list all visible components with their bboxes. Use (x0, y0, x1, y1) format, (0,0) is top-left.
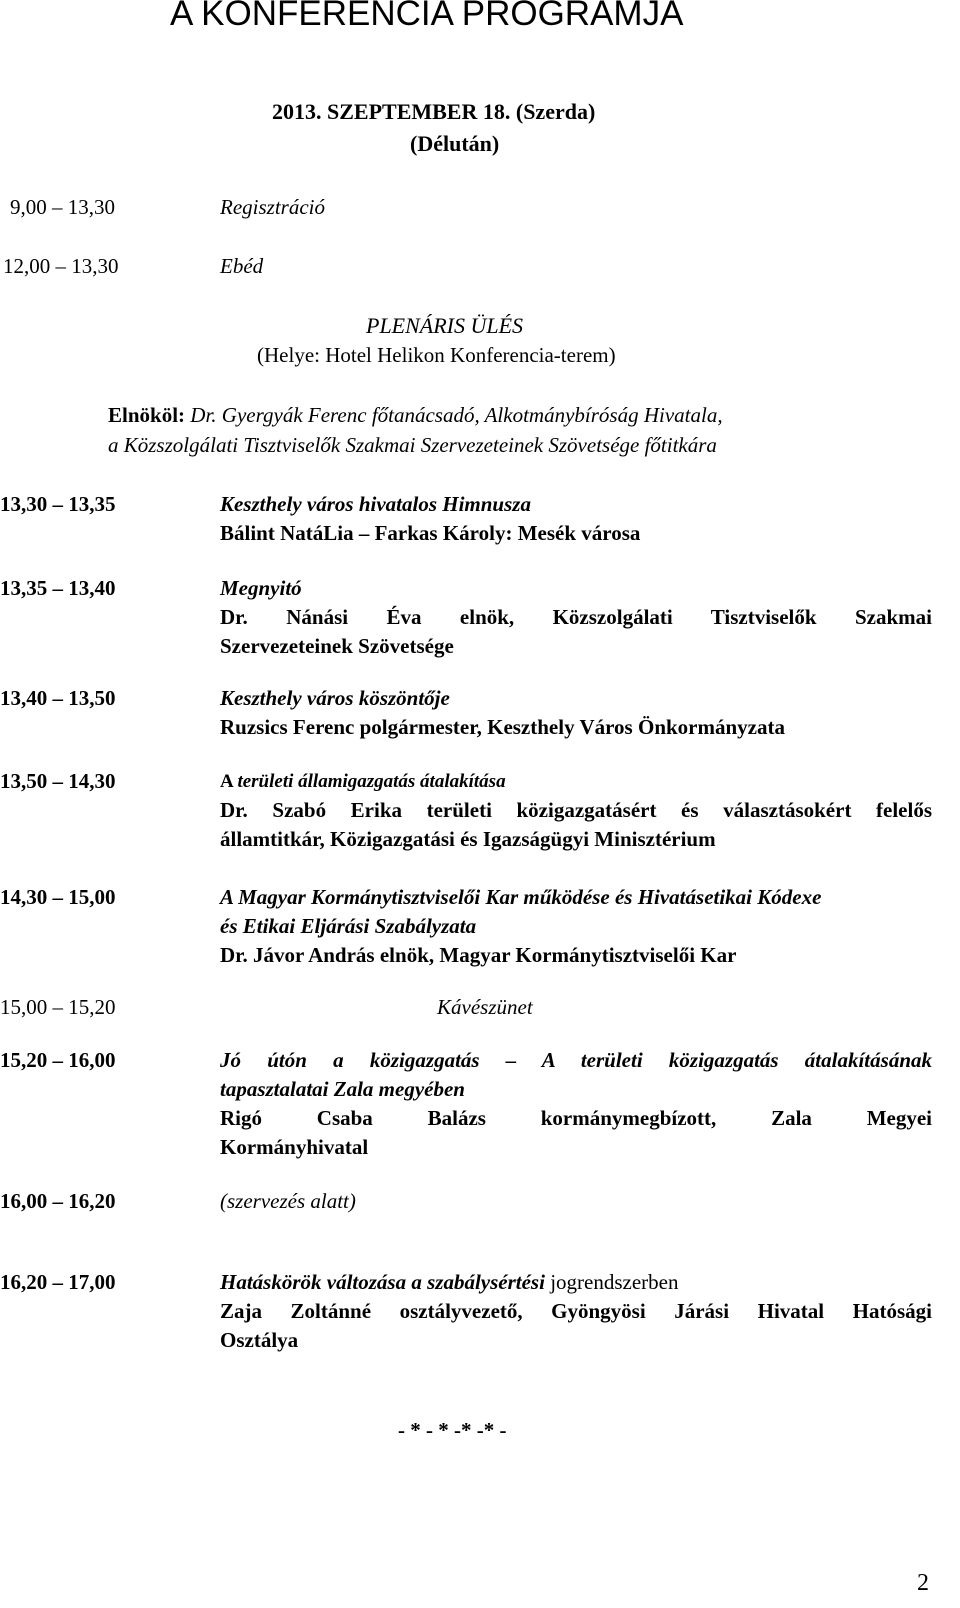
registration-label: Regisztráció (220, 195, 325, 219)
session-time: 16,20 – 17,00 (0, 1270, 116, 1294)
registration-time: 9,00 – 13,30 (10, 195, 115, 219)
session-speaker: Dr. Nánási Éva elnök, Közszolgálati Tisztviselők Szakmai (220, 605, 932, 629)
session-time: 16,00 – 16,20 (0, 1189, 116, 1213)
session-topic: Megnyitó (220, 576, 302, 600)
date-line: 2013. SZEPTEMBER 18. (Szerda) (272, 99, 596, 124)
session-speaker: Zaja Zoltánné osztályvezető, Gyöngyösi Járási Hivatal Hatósági (220, 1299, 932, 1323)
date-subtitle: (Délután) (410, 131, 500, 156)
page-title: A KONFERENCIA PROGRAMJA (170, 0, 684, 33)
chair-label: Elnököl: (108, 403, 186, 427)
session-speaker-cont: Szervezeteinek Szövetsége (220, 634, 454, 658)
chair-line-1 (108, 403, 723, 428)
session-speaker-cont: államtitkár, Közigazgatási és Igazságügyi Minisztérium (220, 827, 716, 851)
session-speaker: Rigó Csaba Balázs kormánymegbízott, Zala Megyei (220, 1106, 932, 1130)
session-time: 14,30 – 15,00 (0, 885, 116, 909)
session-topic (220, 771, 506, 793)
chair-name-line-1: Dr. Gyergyák Ferenc főtanácsadó, Alkotmánybíróság Hivatala, (190, 403, 723, 427)
session-topic: Keszthely város hivatalos Himnusza (220, 492, 531, 516)
session-topic-cont: és Etikai Eljárási Szabályzata (220, 914, 477, 938)
session-speaker: Dr. Jávor András elnök, Magyar Kormánytisztviselői Kar (220, 943, 737, 967)
session-time: 13,30 – 13,35 (0, 492, 116, 516)
session-topic: (szervezés alatt) (220, 1189, 356, 1213)
session-topic: A Magyar Kormánytisztviselői Kar működése és Hivatásetikai Kódexe (220, 885, 822, 909)
session-topic-cont: tapasztalatai Zala megyében (220, 1077, 465, 1101)
session-topic-text: területi államigazgatás átalakítása (237, 771, 506, 792)
lunch-time: 12,00 – 13,30 (3, 254, 119, 278)
session-topic (220, 1270, 678, 1295)
session-time: 15,20 – 16,00 (0, 1048, 116, 1072)
session-speaker: Bálint NatáLia – Farkas Károly: Mesék városa (220, 521, 641, 545)
session-speaker: Ruzsics Ferenc polgármester, Keszthely Város Önkormányzata (220, 715, 785, 739)
chair-name-line-2: a Közszolgálati Tisztviselők Szakmai Szervezeteinek Szövetsége főtitkára (108, 433, 717, 457)
session-topic-text: Hatáskörök változása a szabálysértési (220, 1270, 545, 1294)
lunch-label: Ebéd (220, 254, 264, 278)
session-speaker-cont: Osztálya (220, 1328, 299, 1352)
session-topic: Jó útón a közigazgatás – A területi közigazgatás átalakításának (220, 1048, 932, 1072)
session-topic-prefix: A (220, 771, 238, 792)
session-speaker-cont: Kormányhivatal (220, 1135, 369, 1159)
separator-line: - * - * -* -* - (398, 1418, 507, 1442)
break-label: Kávészünet (437, 995, 533, 1019)
session-time: 13,40 – 13,50 (0, 686, 116, 710)
session-time: 13,35 – 13,40 (0, 576, 116, 600)
break-time: 15,00 – 15,20 (0, 995, 116, 1019)
session-speaker: Dr. Szabó Erika területi közigazgatásért és választásokért felelős (220, 798, 932, 822)
plenary-venue: (Helye: Hotel Helikon Konferencia-terem) (257, 343, 616, 367)
session-time: 13,50 – 14,30 (0, 769, 116, 793)
page-number: 2 (917, 1570, 929, 1596)
session-topic-suffix: jogrendszerben (544, 1270, 679, 1294)
plenary-heading: PLENÁRIS ÜLÉS (366, 313, 524, 338)
session-topic: Keszthely város köszöntője (220, 686, 450, 710)
